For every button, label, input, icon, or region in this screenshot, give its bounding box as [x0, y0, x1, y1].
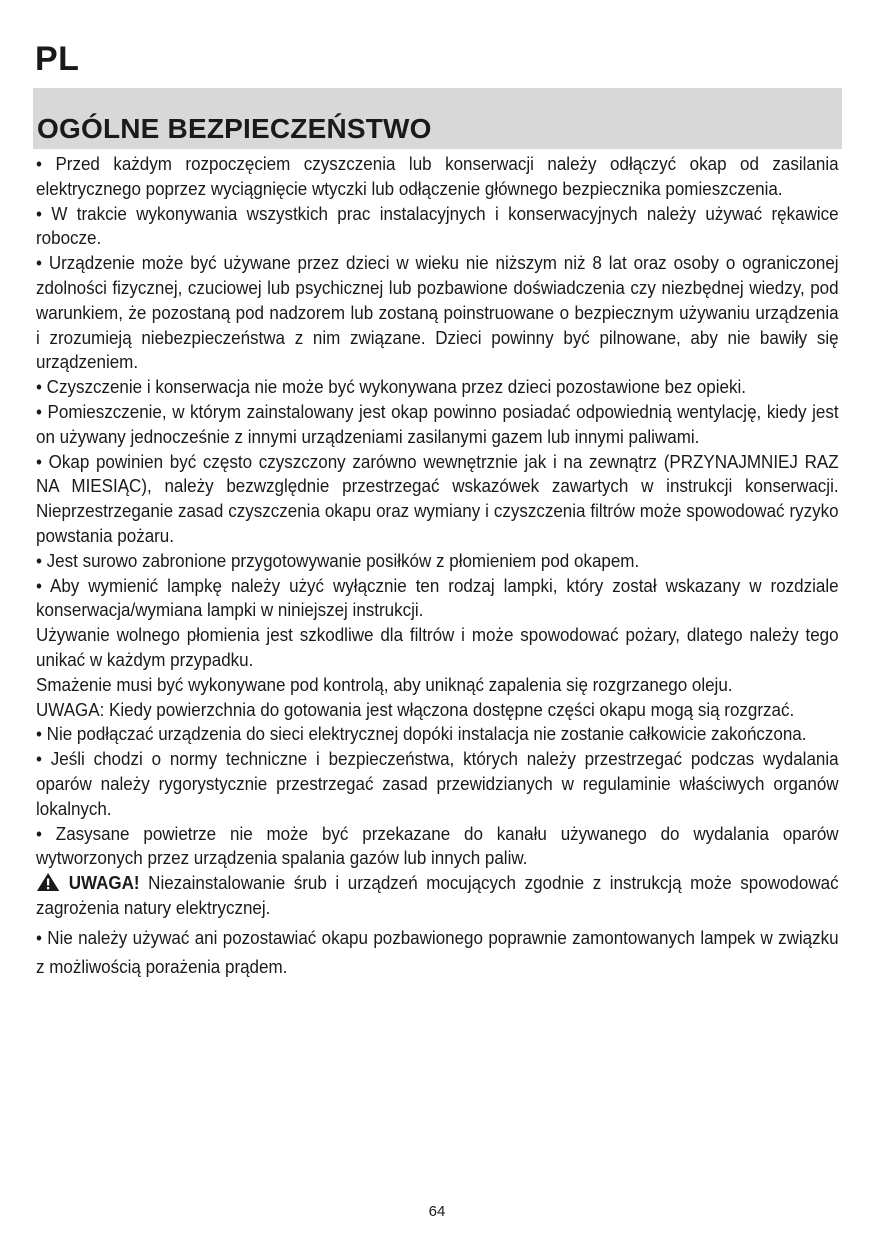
- warning-label: UWAGA!: [68, 872, 140, 894]
- page-number: 64: [428, 1203, 446, 1220]
- paragraph: • Okap powinien być często czyszczony zarówno wewnętrznie jak i na zewnątrz (PRZYNAJMNIEJ RAZ NA MIESIĄC), należy bezwzględnie przestrzegać wskazówek zawartych w instrukcji konserwacji. Nieprzestrzeganie zasad czyszczenia okapu oraz wymiany i czyszczenia filtrów może spowodować ryzyko powstania pożaru.: [36, 450, 839, 546]
- paragraph: Smażenie musi być wykonywane pod kontrolą, aby uniknąć zapalenia się rozgrzanego oleju.: [36, 673, 733, 695]
- paragraph: Używanie wolnego płomienia jest szkodliwe dla filtrów i może spowodować pożary, dlatego należy tego unikać w każdym przypadku.: [36, 624, 839, 670]
- safety-text: [36, 152, 839, 981]
- paragraph: • Urządzenie może być używane przez dzieci w wieku nie niższym niż 8 lat oraz osoby o ograniczonej zdolności fizycznej, czuciowej lub psychicznej lub pozbawione doświadczenia czy niezbędnej wiedzy, pod warunkiem, że pozostaną pod nadzorem lub zostaną poinstruowane o bezpiecznym używaniu urządzenia i zrozumieją niebezpieczeństwa z nim związane. Dzieci powinny być pilnowane, aby nie bawiły się urządzeniem.: [36, 252, 839, 373]
- language-code: PL: [35, 40, 80, 78]
- warning-triangle-icon: [36, 872, 60, 892]
- paragraph: • Przed każdym rozpoczęciem czyszczenia lub konserwacji należy odłączyć okap od zasilania elektrycznego poprzez wyciągnięcie wtyczki lub odłączenie głównego bezpiecznika pomieszczenia.: [36, 153, 839, 199]
- section-header: [33, 88, 842, 149]
- paragraph: • Zasysane powietrze nie może być przekazane do kanału używanego do wydalania oparów wytworzonych przez urządzenia spalania gazów lub innych paliw.: [36, 822, 839, 869]
- paragraph: • Pomieszczenie, w którym zainstalowany jest okap powinno posiadać odpowiednią wentylację, kiedy jest on używany jednocześnie z innymi urządzeniami zasilanymi gazem lub innymi paliwami.: [36, 400, 839, 447]
- paragraph: • Aby wymienić lampkę należy użyć wyłącznie ten rodzaj lampki, który został wskazany w rozdziale konserwacja/wymiana lampki w niniejszej instrukcji.: [36, 574, 839, 621]
- paragraph: • Nie należy używać ani pozostawiać okapu pozbawionego poprawnie zamontowanych lampek w związku z możliwością porażenia prądem.: [36, 926, 839, 977]
- paragraph: • W trakcie wykonywania wszystkich prac instalacyjnych i konserwacyjnych należy używać rękawice robocze.: [36, 202, 839, 249]
- paragraph: • Czyszczenie i konserwacja nie może być wykonywana przez dzieci pozostawione bez opieki.: [36, 376, 746, 398]
- paragraph: • Jest surowo zabronione przygotowywanie posiłków z płomieniem pod okapem.: [36, 549, 640, 571]
- paragraph: UWAGA: Kiedy powierzchnia do gotowania jest włączona dostępne części okapu mogą sią rozgrzać.: [36, 698, 795, 720]
- warning-text: Niezainstalowanie śrub i urządzeń mocujących zgodnie z instrukcją może spowodować zagrożenia natury elektrycznej.: [36, 872, 839, 918]
- section-title: OGÓLNE BEZPIECZEŃSTWO: [37, 113, 432, 144]
- paragraph: • Nie podłączać urządzenia do sieci elektrycznej dopóki instalacja nie zostanie całkowicie zakończona.: [36, 723, 807, 745]
- paragraph: • Jeśli chodzi o normy techniczne i bezpieczeństwa, których należy przestrzegać podczas wydalania oparów należy rygorystycznie przestrzegać zasad przewidzianych w regulaminie właściwych organów lokalnych.: [36, 748, 839, 819]
- warning-paragraph: [36, 871, 839, 921]
